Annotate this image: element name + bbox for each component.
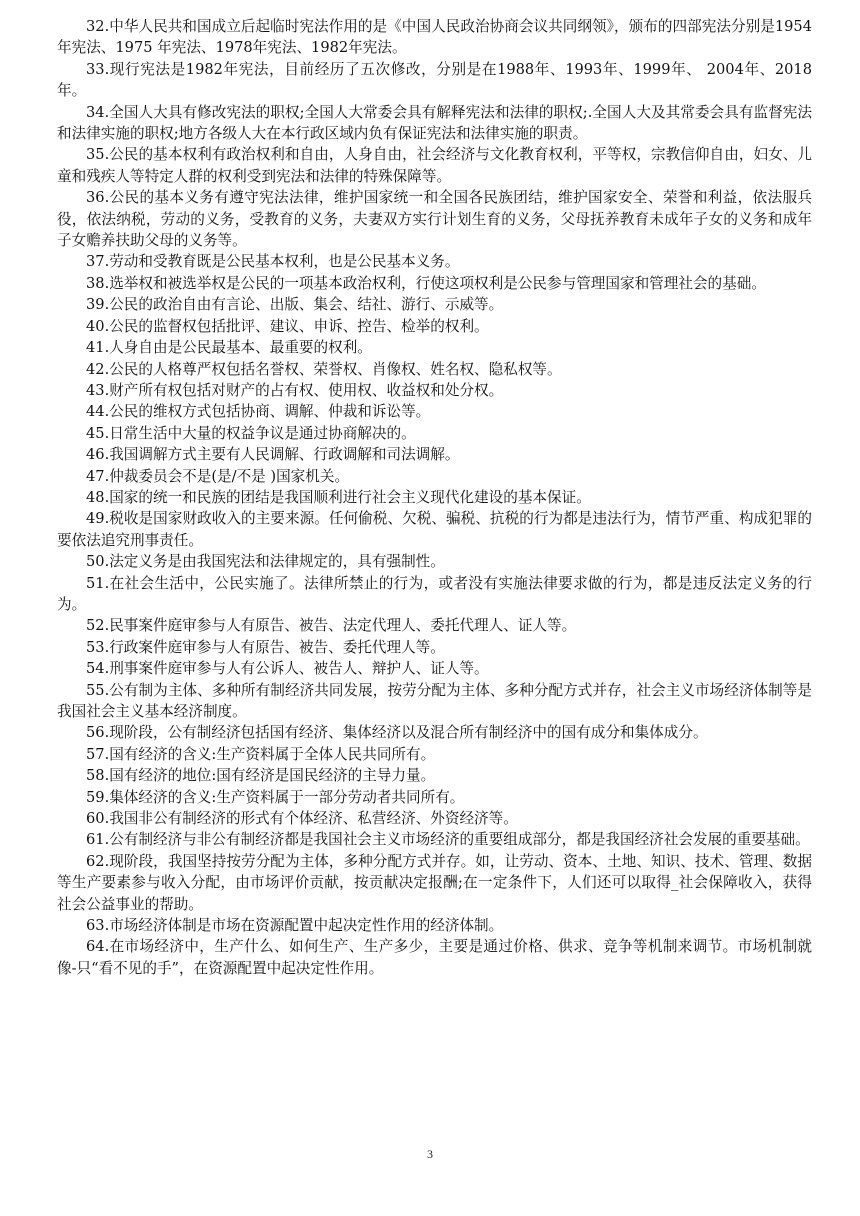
paragraph-53: 53.行政案件庭审参与人有原告、被告、委托代理人等。	[86, 638, 445, 656]
paragraph-33: 33.现行宪法是1982年宪法，目前经历了五次修改，分别是在1988年、1993年、1999年、 2004年、2018年。	[57, 60, 812, 100]
paragraph-38: 38.选举权和被选举权是公民的一项基本政治权利，行使这项权利是公民参与管理国家和管理社会的基础。	[86, 274, 766, 292]
paragraph-37: 37.劳动和受教育既是公民基本权利，也是公民基本义务。	[86, 253, 460, 271]
paragraph-49: 49.税收是国家财政收入的主要来源。任何偷税、欠税、骗税、抗税的行为都是违法行为，情节严重、构成犯罪的要依法追究刑事责任。	[57, 510, 812, 549]
paragraph-50: 50.法定义务是由我国宪法和法律规定的，具有强制性。	[86, 553, 445, 571]
paragraph-55: 55.公有制为主体、多种所有制经济共同发展，按劳分配为主体、多种分配方式并存，社会主义市场经济体制等是我国社会主义基本经济制度。	[57, 681, 812, 720]
paragraph-59: 59.集体经济的含义:生产资料属于一部分劳动者共同所有。	[86, 788, 465, 806]
paragraph-54: 54.刑事案件庭审参与人有公诉人、被告人、辩护人、证人等。	[86, 660, 489, 678]
paragraph-35: 35.公民的基本权利有政治权利和自由，人身自由，社会经济与文化教育权利，平等权，宗教信仰自由，妇女、儿童和残疾人等特定人群的权利受到宪法和法律的特殊保障等。	[57, 146, 812, 185]
paragraph-63: 63.市场经济体制是市场在资源配置中起决定性作用的经济体制。	[86, 917, 504, 935]
paragraph-40: 40.公民的监督权包括批评、建议、申诉、控告、检举的权利。	[86, 317, 489, 335]
paragraph-45: 45.日常生活中大量的权益争议是通过协商解决的。	[86, 424, 416, 442]
document-body	[57, 16, 812, 979]
paragraph-57: 57.国有经济的含义:生产资料属于全体人民共同所有。	[86, 745, 436, 763]
page-number: 3	[427, 1147, 433, 1161]
paragraph-44: 44.公民的维权方式包括协商、调解、仲裁和诉讼等。	[86, 403, 431, 421]
paragraph-51: 51.在社会生活中，公民实施了。法律所禁止的行为，或者没有实施法律要求做的行为，都是违反法定义务的行为。	[57, 574, 812, 613]
paragraph-46: 46.我国调解方式主要有人民调解、行政调解和司法调解。	[86, 446, 460, 464]
paragraph-36: 36.公民的基本义务有遵守宪法法律，维护国家统一和全国各民族团结，维护国家安全、荣誉和利益，依法服兵役，依法纳税，劳动的义务，受教育的义务，夫妻双方实行计划生育的义务，父母抚养教育未成年子女的义务和成年子女赡养扶助父母的义务等。	[57, 189, 812, 250]
paragraph-56: 56.现阶段，公有制经济包括国有经济、集体经济以及混合所有制经济中的国有成分和集体成分。	[86, 724, 708, 742]
paragraph-58: 58.国有经济的地位:国有经济是国民经济的主导力量。	[86, 767, 436, 785]
paragraph-34: 34.全国人大具有修改宪法的职权;全国人大常委会具有解释宪法和法律的职权;.全国人大及其常委会具有监督宪法和法律实施的职权;地方各级人大在本行政区域内负有保证宪法和法律实施的职责。	[57, 103, 812, 143]
paragraph-39: 39.公民的政治自由有言论、出版、集会、结社、游行、示威等。	[86, 296, 504, 314]
paragraph-64: 64.在市场经济中，生产什么、如何生产、生产多少，主要是通过价格、供求、竞争等机制来调节。市场机制就像-只“看不见的手”，在资源配置中起决定性作用。	[57, 938, 812, 977]
paragraph-62: 62.现阶段，我国坚持按劳分配为主体，多种分配方式并存。如，让劳动、资本、土地、知识、技术、管理、数据等生产要素参与收入分配，由市场评价贡献，按贡献决定报酬;在一定条件下，人们还可以取得_社会保障收入，获得社会公益事业的帮助。	[57, 852, 812, 913]
paragraph-42: 42.公民的人格尊严权包括名誉权、荣誉权、肖像权、姓名权、隐私权等。	[86, 360, 562, 378]
paragraph-61: 61.公有制经济与非公有制经济都是我国社会主义市场经济的重要组成部分，都是我国经济社会发展的重要基础。	[86, 831, 810, 849]
paragraph-43: 43.财产所有权包括对财产的占有权、使用权、收益权和处分权。	[86, 381, 504, 399]
paragraph-32: 32.中华人民共和国成立后起临时宪法作用的是《中国人民政治协商会议共同纲领》，颁布的四部宪法分别是1954 年宪法、1975 年宪法、1978年宪法、1982年宪法。	[57, 18, 812, 57]
paragraph-48: 48.国家的统一和民族的团结是我国顺利进行社会主义现代化建设的基本保证。	[86, 488, 591, 506]
paragraph-47: 47.仲裁委员会不是(是/不是 )国家机关。	[86, 467, 350, 485]
paragraph-41: 41.人身自由是公民最基本、最重要的权利。	[86, 339, 372, 357]
paragraph-60: 60.我国非公有制经济的形式有个体经济、私营经济、外资经济等。	[86, 810, 518, 828]
paragraph-52: 52.民事案件庭审参与人有原告、被告、法定代理人、委托代理人、证人等。	[86, 617, 577, 635]
